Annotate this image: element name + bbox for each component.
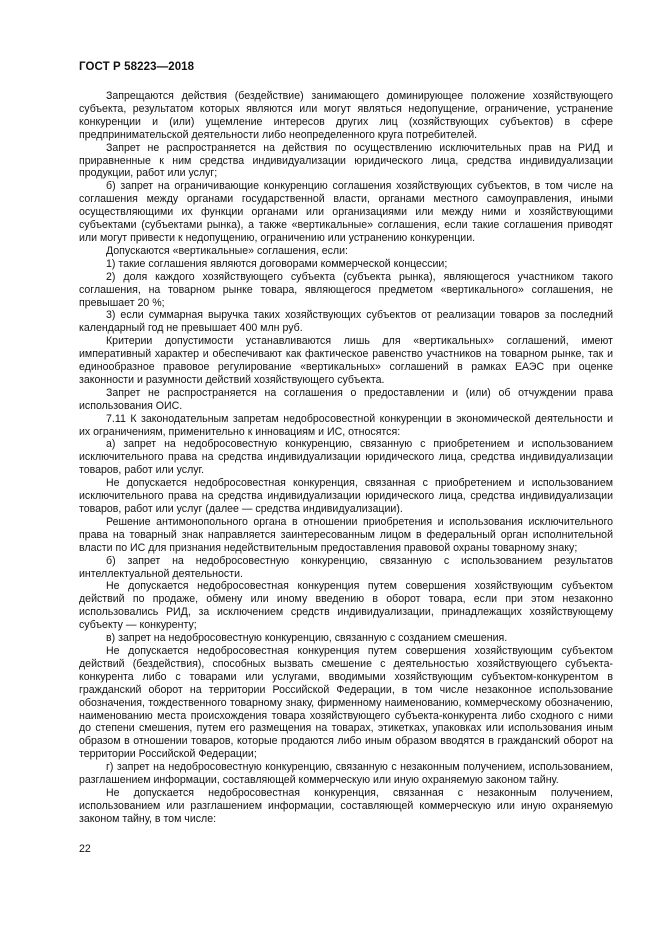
paragraph: Решение антимонопольного органа в отношении приобретения и использования исключительного права на товарный знак направляется заинтересованным лицом в федеральный орган исполнительной власти по ИС для признания недействительным предоставления правовой охраны товарному знаку; bbox=[79, 515, 613, 554]
paragraph: Не допускается недобросовестная конкуренция путем совершения хозяйствующим субъектом действий по продаже, обмену или иному введению в оборот товара, если при этом незаконно использовались РИД, за исключением средств индивидуализации, принадлежащих хозяйствующему субъекту — конкуренту; bbox=[79, 580, 613, 632]
list-item: 3) если суммарная выручка таких хозяйствующих субъектов от реализации товаров за последний календарный год не превышает 400 млн руб. bbox=[79, 309, 613, 335]
paragraph: Критерии допустимости устанавливаются лишь для «вертикальных» соглашений, имеют императивный характер и обеспечивают как фактическое равенство участников на товарном рынке, так и единообразное правовое регулирование «вертикальных» соглашений в рамках ЕАЭС при оценке законности и разумности действий хозяйствующего субъекта. bbox=[79, 335, 613, 386]
list-item: 2) доля каждого хозяйствующего субъекта (субъекта рынка), являющегося участником такого соглашения, на товарном рынке товара, являющегося предметом «вертикального» соглашения, не превышает 20 %; bbox=[79, 270, 613, 309]
paragraph: Не допускается недобросовестная конкуренция путем совершения хозяйствующим субъектом действий (бездействия), способных вызвать смешение с деятельностью хозяйствующего субъекта-конкурента либо с товарами или услугами, вводимыми хозяйствующим субъектом-конкурентом в гражданский оборот на территории Российской Федерации, в том числе незаконное использование обозначения, тождественного товарному знаку, фирменному наименованию, коммерческому обозначению, наименованию места происхождения товара хозяйствующего субъекта-конкурента либо сходного с ними до степени смешения, путем его размещения на товарах, этикетках, упаковках или использования иным образом в отношении товаров, которые продаются либо иным образом вводятся в гражданский оборот на территории Российской Федерации; bbox=[79, 644, 613, 761]
list-item: б) запрет на недобросовестную конкуренцию, связанную с использованием результатов интеллектуальной деятельности. bbox=[79, 554, 613, 580]
list-item: г) запрет на недобросовестную конкуренцию, связанную с незаконным получением, использованием, разглашением информации, составляющей коммерческую или иную охраняемую законом тайну. bbox=[79, 761, 613, 787]
section-paragraph: 7.11 К законодательным запретам недобросовестной конкуренции в экономической деятельности и их ограничениям, применительно к инновациям и ИС, относятся: bbox=[79, 412, 613, 438]
paragraph: Допускаются «вертикальные» соглашения, если: bbox=[106, 244, 348, 257]
list-item: в) запрет на недобросовестную конкуренцию, связанную с созданием смешения. bbox=[106, 632, 508, 645]
page-number: 22 bbox=[79, 843, 91, 855]
document-body bbox=[79, 90, 613, 826]
paragraph: Запрещаются действия (бездействие) занимающего доминирующее положение хозяйствующего субъекта, результатом которых являются или могут являться недопущение, ограничение, устранение конкуренции и (или) ущемление интересов других лиц (хозяйствующих субъектов) в сфере предпринимательской деятельности либо неопределенного круга потребителей. bbox=[79, 90, 613, 141]
paragraph: Не допускается недобросовестная конкуренция, связанная с приобретением и использованием исключительного права на средства индивидуализации юридического лица, средства индивидуализации товаров, работ или услуг (далее — средства индивидуализации). bbox=[79, 477, 613, 515]
list-item: а) запрет на недобросовестную конкуренцию, связанную с приобретением и использованием исключительного права на средства индивидуализации юридического лица, средства индивидуализации товаров, работ или услуг. bbox=[79, 438, 613, 477]
list-item: 1) такие соглашения являются договорами коммерческой концессии; bbox=[106, 257, 448, 270]
paragraph: Не допускается недобросовестная конкуренция, связанная с незаконным получением, использованием или разглашением информации, составляющей коммерческую или иную охраняемую законом тайну, в том числе: bbox=[79, 786, 613, 825]
paragraph: Запрет не распространяется на соглашения о предоставлении и (или) об отчуждении права использования ОИС. bbox=[79, 386, 613, 412]
paragraph: б) запрет на ограничивающие конкуренцию соглашения хозяйствующих субъектов, в том числе на соглашения между органами государственной власти, органами местного самоуправления, иными осуществляющими их функции органами или организациями или между ними и хозяйствующими субъектами (субъектами рынка), а также «вертикальные» соглашения, если такие соглашения приводят или могут привести к недопущению, ограничению или устранению конкуренции. bbox=[79, 180, 613, 244]
document-header: ГОСТ Р 58223—2018 bbox=[79, 61, 195, 73]
paragraph: Запрет не распространяется на действия по осуществлению исключительных прав на РИД и приравненные к ним средства индивидуализации юридического лица, средства индивидуализации продукции, работ или услуг; bbox=[79, 141, 613, 180]
